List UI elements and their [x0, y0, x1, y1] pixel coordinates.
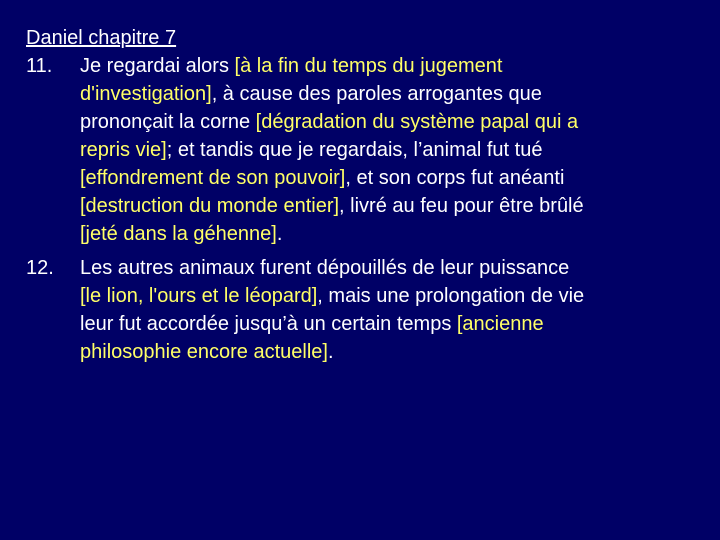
verse-line: [80, 282, 710, 310]
verse-line: [80, 164, 710, 192]
verse-text: [80, 254, 710, 366]
verse-line: [80, 192, 710, 220]
text-run: , à cause des paroles arrogantes que: [211, 83, 542, 105]
verse-line: [80, 310, 710, 338]
highlight-run: [à la fin du temps du jugement: [234, 55, 503, 77]
verse-line: [80, 338, 710, 366]
verse-line: [80, 52, 710, 80]
highlight-run: [dégradation du système papal qui a: [255, 111, 579, 133]
text-run: , livré au feu pour être brûlé: [339, 195, 584, 217]
verse-number: 11.: [26, 55, 53, 77]
text-run: , mais une prolongation de vie: [317, 285, 585, 307]
highlight-run: [jeté dans la géhenne]: [80, 223, 277, 245]
highlight-run: [destruction du monde entier]: [80, 195, 340, 217]
verse-line: [80, 108, 710, 136]
text-run: Je regardai alors: [80, 55, 235, 77]
highlight-run: [effondrement de son pouvoir]: [80, 167, 346, 189]
verse-line: [80, 80, 710, 108]
highlight-run: philosophie encore actuelle]: [80, 341, 328, 363]
highlight-run: [ancienne: [456, 313, 544, 335]
verse-number: 12.: [26, 257, 54, 279]
text-run: , et son corps fut anéanti: [345, 167, 565, 189]
text-run: leur fut accordée jusqu’à un certain temps: [80, 313, 457, 335]
text-run: Les autres animaux furent dépouillés de leur puissance: [80, 257, 570, 279]
slide-title: Daniel chapitre 7: [26, 27, 177, 49]
text-run: .: [327, 341, 334, 363]
highlight-run: d'investigation]: [80, 83, 212, 105]
text-run: prononçait la corne: [80, 111, 256, 133]
verse-text: [80, 52, 710, 248]
text-run: .: [276, 223, 283, 245]
highlight-run: [le lion, l'ours et le léopard]: [80, 285, 318, 307]
verse-line: [80, 220, 710, 248]
highlight-run: repris vie]: [80, 139, 167, 161]
verse-line: [80, 136, 710, 164]
verse-line: [80, 254, 710, 282]
text-run: ; et tandis que je regardais, l’animal fut tué: [166, 139, 543, 161]
